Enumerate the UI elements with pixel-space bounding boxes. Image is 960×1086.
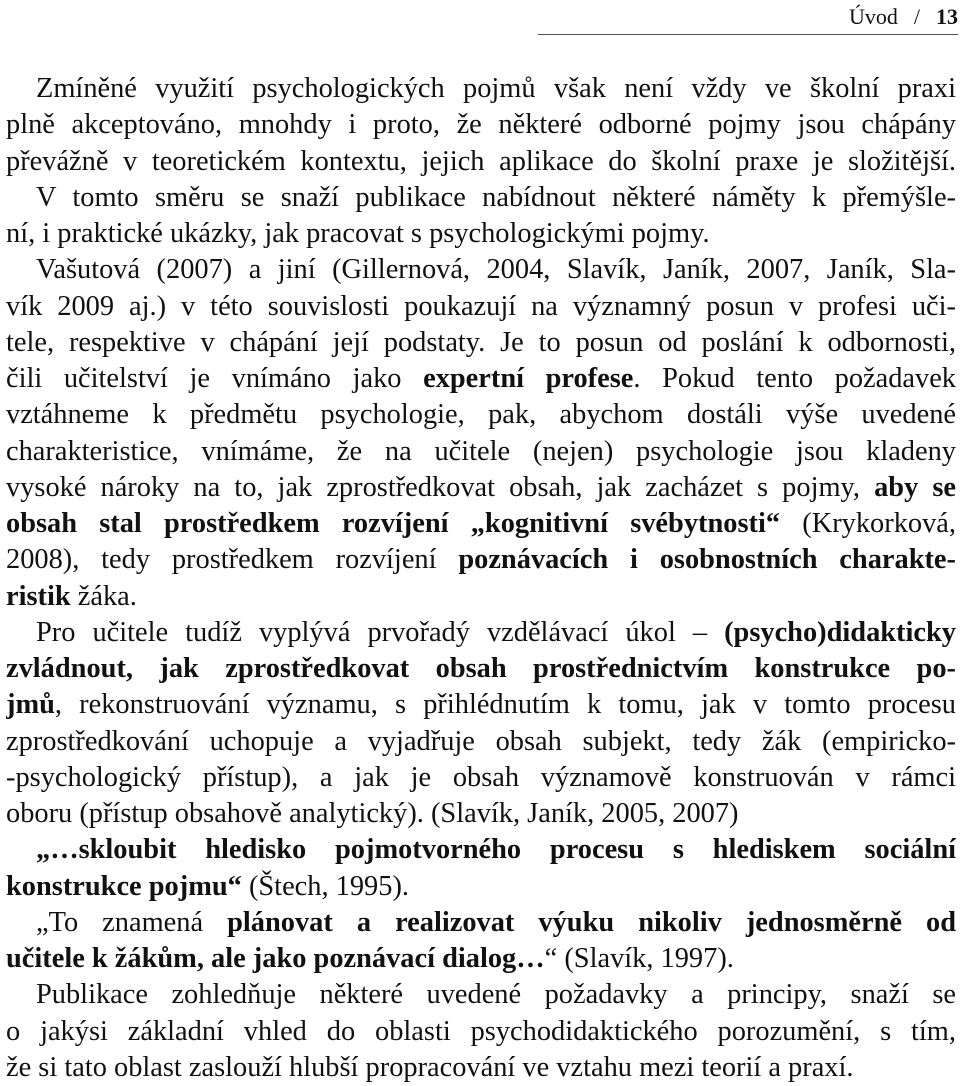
- text-line: [6, 506, 956, 542]
- header-section-title: Úvod: [848, 4, 898, 29]
- text-run: ní, i praktické ukázky, jak pracovat s psychologickými pojmy.: [6, 218, 710, 249]
- bold-text-run: jmů: [6, 689, 55, 721]
- text-run: převážně v teoretickém kontextu, jejich aplikace do školní praxe je složitější.: [6, 145, 956, 177]
- bold-text-run: učitele k žákům, ale jako poznávací dialog…: [6, 943, 545, 974]
- text-run: „To znamená: [36, 906, 228, 938]
- text-run: . Pokud tento požadavek: [633, 363, 956, 394]
- bold-text-run: „…skloubit hledisko pojmotvorného procesu s hlediskem sociální: [36, 834, 956, 866]
- text-run: (Štech, 1995).: [241, 870, 409, 902]
- text-line: [6, 724, 956, 760]
- bold-text-run: zvládnout, jak zprostředkovat obsah prostřednictvím konstrukce po-: [6, 653, 956, 684]
- text-run: , rekonstruování významu, s přihlédnutím k tomu, jak v tomto procesu: [54, 689, 956, 721]
- text-run: (Krykorková,: [780, 508, 956, 539]
- text-line: [6, 651, 956, 687]
- text-run: plně akceptováno, mnohdy i proto, že některé odborné pojmy jsou chápány: [6, 109, 956, 141]
- running-header: [538, 4, 958, 35]
- text-line: [6, 397, 956, 433]
- bold-text-run: konstrukce pojmu“: [6, 870, 242, 902]
- text-line: [6, 796, 956, 832]
- text-run: oboru (přístup obsahově analytický). (Slavík, Janík, 2005, 2007): [6, 798, 739, 829]
- header-separator: /: [913, 4, 920, 29]
- text-line: [6, 252, 956, 288]
- text-run: čili učitelství je vnímáno jako: [6, 363, 424, 394]
- text-run: 2008), tedy prostředkem rozvíjení: [6, 544, 459, 576]
- text-run: vysoké nároky na to, jak zprostředkovat obsah, jak zacházet s pojmy,: [6, 471, 875, 503]
- page-body: [6, 71, 956, 1086]
- text-run: Pro učitele tudíž vyplývá prvořadý vzdělávací úkol –: [36, 616, 725, 648]
- text-run: V tomto směru se snaží publikace nabídnout některé náměty k přemýšle-: [36, 181, 956, 213]
- text-run: Vašutová (2007) a jiní (Gillernová, 2004, Slavík, Janík, 2007, Janík, Sla-: [36, 254, 956, 286]
- text-run: charakteristice, vnímáme, že na učitele (nejen) psychologie jsou kladeny: [6, 435, 956, 467]
- text-line: [6, 144, 956, 180]
- text-run: zprostředkování uchopuje a vyjadřuje obsah subjekt, tedy žák (empiricko-: [6, 725, 956, 757]
- text-line: [6, 107, 956, 143]
- text-line: [6, 325, 956, 361]
- text-line: [6, 180, 956, 216]
- page-number: 13: [936, 4, 958, 29]
- text-line: [6, 977, 956, 1013]
- text-run: -psychologický přístup), a jak je obsah významově konstruován v rámci: [6, 761, 956, 793]
- bold-text-run: poznávacích i osobnostních charakte-: [458, 544, 956, 576]
- text-line: [6, 71, 956, 107]
- text-line: [6, 687, 956, 723]
- text-line: [6, 579, 956, 615]
- text-line: [6, 542, 956, 578]
- text-run: že si tato oblast zaslouží hlubší propracování ve vztahu mezi teorií a praxí.: [6, 1051, 854, 1083]
- text-line: [6, 289, 956, 325]
- bold-text-run: (psycho)didakticky: [724, 616, 956, 648]
- text-line: [6, 216, 956, 252]
- text-line: [6, 1050, 956, 1086]
- bold-text-run: aby se: [874, 471, 956, 503]
- text-run: Zmíněné využití psychologických pojmů však není vždy ve školní praxi: [36, 73, 956, 104]
- text-line: [6, 832, 956, 868]
- bold-text-run: ristik: [6, 580, 71, 612]
- text-line: [6, 905, 956, 941]
- text-line: [6, 434, 956, 470]
- text-line: [6, 941, 956, 977]
- bold-text-run: plánovat a realizovat výuku nikoliv jednosměrně od: [227, 906, 956, 938]
- text-run: vík 2009 aj.) v této souvislosti poukazují na významný posun v profesi uči-: [6, 290, 956, 322]
- text-line: [6, 1014, 956, 1050]
- text-run: vztáhneme k předmětu psychologie, pak, abychom dostáli výše uvedené: [6, 399, 956, 431]
- text-line: [6, 470, 956, 506]
- text-run: o jakýsi základní vhled do oblasti psychodidaktického porozumění, s tím,: [6, 1015, 956, 1047]
- text-run: Publikace zohledňuje některé uvedené požadavky a principy, snaží se: [36, 979, 956, 1011]
- text-line: [6, 869, 956, 905]
- bold-text-run: obsah stal prostředkem rozvíjení „kognitivní svébytnosti“: [6, 508, 781, 539]
- text-line: [6, 615, 956, 651]
- text-line: [6, 361, 956, 397]
- bold-text-run: expertní profese: [423, 363, 634, 394]
- text-line: [6, 760, 956, 796]
- text-run: žáka.: [70, 580, 137, 612]
- text-run: tele, respektive v chápání její podstaty. Je to posun od poslání k odbornosti,: [6, 326, 956, 358]
- text-run: “ (Slavík, 1997).: [544, 943, 734, 974]
